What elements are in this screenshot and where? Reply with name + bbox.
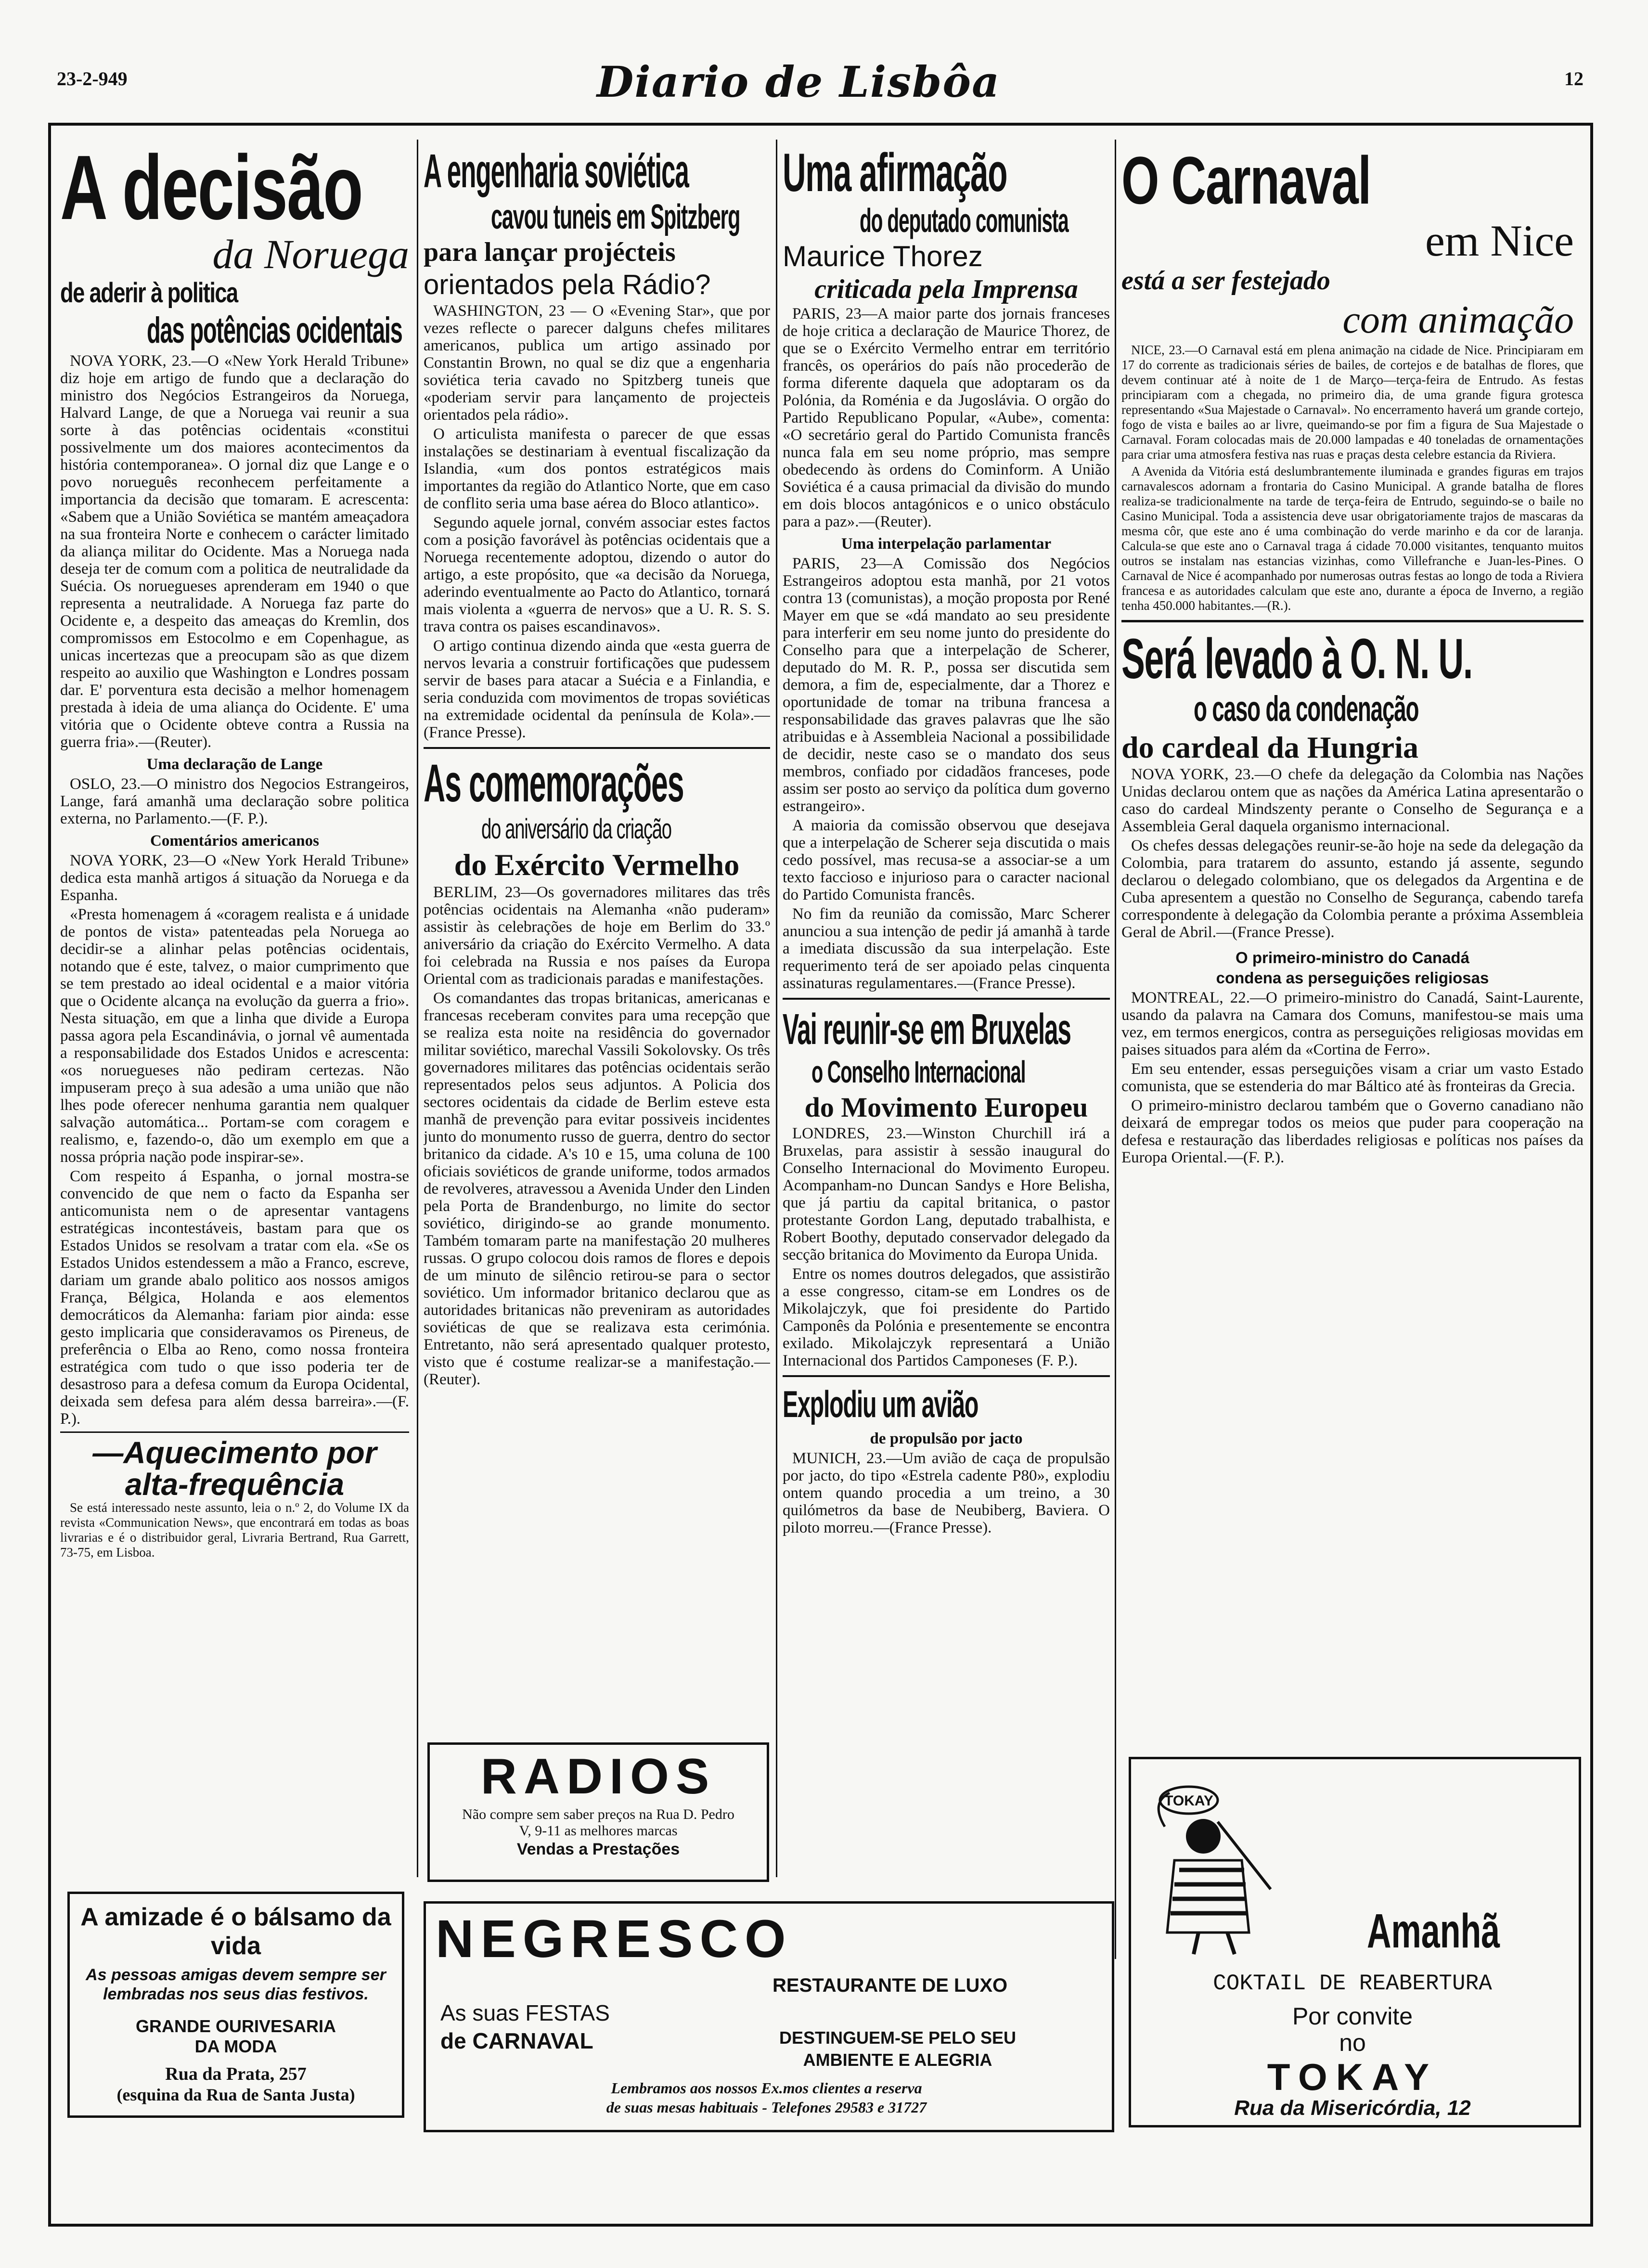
subhead-lange: Uma declaração de Lange	[146, 756, 323, 773]
headline-norway-4: das potências ocidentais	[147, 310, 402, 351]
headline-norway-3: de aderir à politica	[60, 277, 238, 309]
separator	[783, 998, 1110, 1000]
headline-spitzberg-4: orientados pela Rádio?	[424, 269, 711, 300]
article-red-army-body-2: Os comandantes das tropas britanicas, americanas e francesas receberam convites para uma recepção que se realiza esta noite na residência do governador militar soviético, marechal Vassili Sokolovsky. Os três governadores militares das potências ocidentais serão representados pelos seus adjuntos. A Policia dos sectores ocidentais da cidade de Berlim esteve esta manhã de prevenção para evitar possiveis incidentes junto do monumento russo de guerra, dentro do sector britanico da cidade. A's 10 e 15, uma coluna de 100 oficiais soviéticos de grande uniforme, todos armados de revolveres, atravessou a Avenida Under den Linden pela Porta de Brandenburgo, no limite do sector soviético, dirigindo-se ao grande monumento. Também tomaram parte na manifestação 20 mulheres russas. O grupo colocou dois ramos de flores e depois de um minuto de silêncio retirou-se para o sector soviético. Um informador britanico declarou que as autoridades britanicas não preveniram as autoridades soviéticas de que se realizava esta cerimónia. Entretanto, não será apresentado qualquer protesto, visto que é costume realizar-se a manifestação.—(Reuter).	[424, 990, 770, 1388]
ad-negresco-line-2: de CARNAVAL	[440, 2028, 593, 2053]
ad-negresco-line-1: As suas FESTAS	[440, 2000, 610, 2025]
article-norway-body-3: NOVA YORK, 23—O «New York Herald Tribune» dedica esta manhã artigos á situação da Noruega e da Espanha.	[60, 852, 409, 904]
ad-radios-body: Não compre sem saber preços na Rua D. Pedro V, 9-11 as melhores marcas	[462, 1806, 734, 1839]
page-number: 12	[1564, 68, 1584, 90]
article-thorez-body-2: PARIS, 23—A Comissão dos Negócios Estrangeiros adoptou esta manhã, por 21 votos contra 13 (comunistas), a moção proposta por René Mayer em que se «dá mandato ao seu presidente para interferir em seu nome junto do presidente do Conselho para que a interpelação de Scherer, deputado do M. R. P., possa ser discutida sem demora, a fim de, especialmente, dar a Thorez e oportunidade de tomar na tribuna francesa a responsabilidade das graves palavras que lhe são atribuidas e à Assembleia Nacional a possibilidade de decidir, neste caso se o mandato dos seus membros, confiado por cidadãos franceses, pode assim ser posto ao serviço da política dum governo estrangeiro».	[783, 555, 1110, 815]
article-spitzberg-body-4: O artigo continua dizendo ainda que «esta guerra de nervos levaria a construir fortificações que pudessem servir de bases para atacar a Suécia e a Finlandia, e seria conduzida com movimentos de tropas soviéticas na extremidade ocidental da península de Kola».—(France Presse).	[424, 637, 770, 741]
page-frame-bottom	[48, 2224, 1593, 2227]
subhead-american-comments: Comentários americanos	[150, 832, 319, 850]
ad-negresco-footer-2: de suas mesas habituais - Telefones 29583 e 31727	[606, 2099, 927, 2116]
headline-onu-3: do cardeal da Hungria	[1121, 730, 1418, 764]
headline-nice-2: em Nice	[1425, 216, 1574, 265]
headline-thorez-2: do deputado comunista	[860, 202, 1069, 239]
ad-negresco-footer-1: Lembramos aos nossos Ex.mos clientes a reserva	[611, 2079, 922, 2097]
column-divider-2	[776, 140, 777, 1877]
issue-date: 23-2-949	[57, 68, 128, 90]
article-aviao-body: MUNICH, 23.—Um avião de caça de propulsão por jacto, do tipo «Estrela cadente P80», explodiu ontem quando procedia a um treino, a 30 quilómetros da base de Neubiberg, Baviera. O piloto morreu.—(France Presse).	[783, 1450, 1110, 1536]
headline-bruxelas-1: Vai reunir-se em Bruxelas	[783, 1005, 1071, 1054]
subhead-canada-1: O primeiro-ministro do Canadá	[1236, 949, 1469, 966]
headline-onu-2: o caso da condenação	[1194, 689, 1419, 729]
column-thorez	[783, 144, 1110, 1896]
article-thorez-body-1: PARIS, 23—A maior parte dos jornais franceses de hoje critica a declaração de Maurice Thorez, de que se o Exército Vermelho entrar em território francês, os operários do país não procederão de forma diferente daquela que adoptaram os da Polónia, da Roménia e da Jugoslávia. O orgão do Partido Republicano Popular, «Aube», comenta: «O secretário geral do Partido Comunista francês nunca fala em seu nome próprio, mas sempre obedecendo às ordens do Cominform. A União Soviética é a causa primacial da divisão do mundo em dois blocos antagónicos e o unico obstáculo para a paz».—(Reuter).	[783, 305, 1110, 530]
article-bruxelas-body-2: Entre os nomes doutros delegados, que assistirão a esse congresso, citam-se em Londres os de Mikolajczyk, que foi presidente do Partido Camponês da Polónia e presentemente se encontra exilado. Mikolajczyk representará a União Internacional dos Partidos Camponeses (F. P.).	[783, 1265, 1110, 1369]
article-spitzberg-body-2: O articulista manifesta o parecer de que essas instalações se destinariam à eventual fiscalização da Islandia, «um dos pontos estratégicos mais importantes da região do Atlantico Norte, que em caso de conflito seria uma base aérea do Bloco atlantico».	[424, 425, 770, 512]
ad-amizade-address-1: Rua da Prata, 257	[165, 2064, 307, 2084]
headline-bruxelas-2: o Conselho Internacional	[811, 1055, 1026, 1089]
separator	[424, 747, 770, 749]
ad-heating-body: Se está interessado neste assunto, leia o n.º 2, do Volume IX da revista «Communication News», que encontrará em todas as boas livrarias e é o distribuidor geral, Livraria Bertrand, Rua Garrett, 73-75, em Lisboa.	[60, 1500, 409, 1559]
ad-negresco-line-3: DESTINGUEM-SE PELO SEU	[779, 2028, 1017, 2048]
ad-amizade-address-2: (esquina da Rua de Santa Justa)	[116, 2085, 355, 2104]
page-frame-left	[48, 123, 51, 2226]
article-norway-body-1: NOVA YORK, 23.—O «New York Herald Tribune» diz hoje em artigo de fundo que a declaração do ministro dos Negócios Estrangeiros da Noruega, Halvard Lange, de que a Noruega vai reunir a sua sorte à das potências ocidentais «constitui possivelmente um dos maiores acontecimentos da história contemporanea». O jornal diz que Lange e o povo norueguês reconhecem perfeitamente a importancia da decisão que tomaram. E acrescenta: «Sabem que a União Soviética se mantém ameaçadora na sua fronteira Norte e conhecem o carácter limitado da aliança militar do Ocidente. Mas a Noruega nada deseja ter de comum com a politica de neutralidade da Suécia. Os noruegueses aprenderam em 1940 o que representa a neutralidade. A Noruega faz parte do Ocidente e, a despeito das ameaças do Kremlin, dos compromissos em Estocolmo e em Copenhague, as unicas incertezas que a preocupam são as que dizem respeito ao auxilio que Washington e Londres possam dar. E' porventura esta decisão a melhor homenagem prestada à ideia de uma aliança do Ocidente. E' uma vitória que o Ocidente obteve contra a Russia na guerra fria».—(Reuter).	[60, 352, 409, 751]
article-norway-body-5: Com respeito á Espanha, o jornal mostra-se convencido de que nem o facto da Espanha ser anticomunista nem o de apresentar vantagens estratégicas incontestáveis, bastam para que os Estados Unidos se resolvam a tratar com ela. «Se os Estados Unidos estendessem a mão a Franco, escreve, dariam um grande abalo politico aos nossos amigos França, Bélgica, Holanda e aos elementos democráticos da Alemanha: fariam pior ainda: esse gesto implicaria que consideravamos os Pireneus, de preferência o Elba ao Reno, como nossa fronteira estratégica com tudo o que isso poderia ter de desastroso para a defesa comum da Europa Ocidental, deixada sem defesa para além dessa barreira».—(F. P.).	[60, 1168, 409, 1428]
ad-tokay-line-2: Por convite	[1292, 2003, 1413, 2030]
subhead-interpelacao: Uma interpelação parlamentar	[841, 535, 1052, 553]
article-spitzberg-body-1: WASHINGTON, 23 — O «Evening Star», que por vezes reflecte o parecer dalguns chefes militares americanos, publica um artigo assinado por Constantin Brown, no qual se diz que a engenharia soviética teria cavado no Spitzberg tuneis que «poderiam servir para lançamento de projecteis orientados pela rádio».	[424, 302, 770, 424]
newspaper-masthead: Diario de Lisbôa	[597, 57, 1001, 107]
article-norway-body-4: «Presta homenagem á «coragem realista e á unidade de pontos de vista» patenteadas pela Noruega ao decidir-se a alinhar pelas potências ocidentais, notando que é este, talvez, o maior cumprimento que se tem prestado ao ideal ocidental e a maior vitória que o Ocidente alcança na evolução da guerra a frio». Nesta situação, em que a linha que divide a Europa passa agora pela Escandinávia, o jornal vê aumentada a responsabilidade dos Estados Unidos e acrescenta: «os noruegueses não pediram certezas. Não impuseram preço à sua adesão a uma união que não lhes pode oferecer nenhuma garantia nem qualquer salvação automática... Portam-se com coragem e realismo, e, fazendo-o, dão um exemplo em que a nossa própria nação pode inspirar-se».	[60, 906, 409, 1166]
masthead-rule	[48, 123, 1593, 126]
headline-thorez-4: criticada pela Imprensa	[814, 274, 1078, 304]
ad-heating-title-1: —Aquecimento por	[92, 1435, 377, 1470]
tokay-badge: TOKAY	[1164, 1793, 1213, 1809]
headline-aviao-1: Explodiu um avião	[783, 1383, 978, 1425]
ad-tokay-line-3: no	[1339, 2029, 1366, 2056]
column-divider-1	[417, 140, 418, 1877]
article-bruxelas-body-1: LONDRES, 23.—Winston Churchill irá a Bruxelas, para assistir à sessão inaugural do Conselho Internacional do Movimento Europeu. Acompanham-no Duncan Sandys e Hore Belisha, que já partiu da capital britanica, o pastor protestante Gordon Lang, deputado trabalhista, e Robert Boothy, deputado conservador delegado da secção britanica do Movimento da Europa Unida.	[783, 1125, 1110, 1263]
ad-radios-footer: Vendas a Prestações	[516, 1840, 680, 1858]
page-frame-right	[1590, 123, 1593, 2226]
ad-negresco-title: NEGRESCO	[436, 1909, 793, 1969]
article-spitzberg-body-3: Segundo aquele jornal, convém associar estes factos com a posição favorável às potências ocidentais que a Noruega recentemente adoptou, dizendo o autor do artigo, a este propósito, que «a decisão da Noruega, aderindo eventualmente ao Pacto do Atlantico, tornará mais violenta a «guerra de nervos» que a U. R. S. S. trava contra os paises escandinavos».	[424, 514, 770, 635]
article-thorez-body-4: No fim da reunião da comissão, Marc Scherer anunciou a sua intenção de pedir já amanhã à tarde a imediata discussão da sua interpelação. Este requerimento terá de ser apoiado pelas cinquenta assinaturas regulamentares.—(France Presse).	[783, 905, 1110, 992]
headline-red-army-3: do Exército Vermelho	[454, 848, 740, 882]
column-spitzberg	[424, 144, 770, 1747]
ad-negresco-subtitle: RESTAURANTE DE LUXO	[772, 1975, 1008, 1996]
ad-tokay-address: Rua da Misericórdia, 12	[1234, 2096, 1471, 2120]
separator	[60, 1431, 409, 1433]
ad-amizade-title: A amizade é o bálsamo da vida	[80, 1903, 391, 1960]
article-thorez-body-3: A maioria da comissão observou que desejava que a interpelação de Scherer seja discutida o mais cedo possível, mas recusa-se a associar-se a um texto faccioso e injurioso para o caracter nacional do Partido Comunista francês.	[783, 817, 1110, 903]
ad-negresco	[424, 1901, 1114, 2132]
ad-negresco-line-4: AMBIENTE E ALEGRIA	[803, 2050, 992, 2070]
ad-amizade-body: As pessoas amigas devem sempre ser lembradas nos seus dias festivos.	[86, 1966, 386, 2003]
ad-tokay-line-1: COKTAIL DE REABERTURA	[1213, 1971, 1492, 1996]
ad-amizade-shop-1: GRANDE OURIVESARIA	[135, 2016, 336, 2036]
article-onu-body-1: NOVA YORK, 23.—O chefe da delegação da Colombia nas Nações Unidas declarou ontem que as nações da América Latina apresentarão o caso do cardeal Mindszenty perante o Conselho de Segurança e a Assembleia Geral daquela organismo internacional.	[1121, 766, 1584, 835]
article-nice-body-2: A Avenida da Vitória está deslumbrantemente iluminada e grandes figuras em trajos carnavalescos adornam a frontaria do Casino Municipal. A grande batalha de flores realiza-se tradicionalmente na tarde de terça-feira de Entrudo, seguindo-se o baile no Casino Municipal. Toda a assistencia deve usar obrigatoriamente trajos de mascaras da mesma côr, que este ano é uma combinação do verde marinho e da cor de laranja. Calcula-se que este ano o Carnaval traga á cidade 70.000 visitantes, tenquanto muitos outros se instalam nas estancias vizinhas, como Villefranche e Juan-les-Pines. O Carnaval de Nice é acompanhado por numerosas outras festas ao longo de toda a Riviera francesa e as autoridades calculam que este ano, durante a época de Inverno, a região tenha 450.000 habitantes.—(R.).	[1121, 464, 1584, 613]
article-onu-body-2: Os chefes dessas delegações reunir-se-ão hoje na sede da delegação da Colombia, para tratarem do assunto, estando já assente, segundo declarou o delegado colombiano, que os delegados da Argentina e de Cuba apresentem a questão no Conselho de Segurança, cabendo tarefa correspondente à delegação da Colombia perante a próxima Assembleia Geral de Abril.—(France Presse).	[1121, 837, 1584, 941]
article-canada-body-3: O primeiro-ministro declarou também que o Governo canadiano não deixará de empregar todos os meios que puder para cooperação na defesa e restauração das liberdades religiosas e políticas nos países da Europa Oriental.—(F. P.).	[1121, 1097, 1584, 1166]
headline-spitzberg-1: A engenharia soviética	[424, 144, 689, 197]
separator	[1121, 620, 1584, 622]
ad-radios-title: RADIOS	[480, 1749, 716, 1804]
ad-heating-title-2: alta-frequência	[125, 1467, 345, 1502]
headline-bruxelas-3: do Movimento Europeu	[804, 1092, 1088, 1123]
article-canada-body-2: Em seu entender, essas perseguições visam a criar um vasto Estado comunista, que se estenderia do mar Báltico até às fronteiras da Grecia.	[1121, 1060, 1584, 1095]
ad-tokay-name: TOKAY	[1267, 2056, 1438, 2098]
subhead-canada-2: condena as perseguições religiosas	[1216, 969, 1489, 987]
article-canada-body-1: MONTREAL, 22.—O primeiro-ministro do Canadá, Saint-Laurente, usando da palavra na Camara dos Comuns, manifestou-se mais uma vez, em termos energicos, contra as perseguições religiosas movidas em paises situados para além da «Cortina de Ferro».	[1121, 989, 1584, 1058]
ad-tokay	[1129, 1757, 1581, 2127]
column-nice	[1121, 144, 1584, 1738]
article-nice-body-1: NICE, 23.—O Carnaval está em plena animação na cidade de Nice. Principiaram em 17 do corrente as tradicionais séries de bailes, de cortejos e de batalhas de flores, que devem continuar até à noite de 1 de Março—terça-feira de Entrudo. As festas principiaram com a chegada, no primeiro dia, de uma grande figura grotesca representando «Sua Majestade o Carnaval». No encerramento haverá um grande cortejo, fogo de vista e bailes ao ar livre, queimando-se por fim a figura de Sua Majestade o Carnaval. Foram colocadas mais de 20.000 lampadas e 40 toneladas de ornamentações para criar uma atmosfera festiva nas ruas e praças desta celebre estancia da Riviera.	[1121, 343, 1584, 462]
headline-thorez-3: Maurice Thorez	[783, 240, 983, 272]
separator	[783, 1375, 1110, 1377]
headline-spitzberg-2: cavou tuneis em Spitzberg	[491, 198, 740, 236]
tokay-harlequin-illustration	[1146, 1774, 1290, 1957]
headline-nice-3: está a ser festejado	[1121, 266, 1330, 296]
headline-norway-2: da Noruega	[212, 231, 409, 277]
ad-amizade-shop-2: DA MODA	[194, 2036, 277, 2056]
ad-amizade	[67, 1892, 404, 2118]
ad-radios	[427, 1742, 769, 1882]
headline-nice-4: com animação	[1342, 297, 1574, 341]
headline-red-army-1: As comemorações	[424, 754, 684, 813]
article-norway-body-2: OSLO, 23.—O ministro dos Negocios Estrangeiros, Lange, fará amanhã uma declaração sobre politica externa, no Parlamento.—(F. P.).	[60, 775, 409, 827]
column-norway	[60, 144, 409, 2012]
column-divider-3	[1115, 140, 1116, 1959]
headline-norway-1: A decisão	[60, 144, 363, 239]
headline-red-army-2: do aniversário da criação	[481, 813, 671, 845]
ad-tokay-title: Amanhã	[1367, 1904, 1500, 1958]
headline-spitzberg-3: para lançar projécteis	[424, 237, 676, 267]
headline-thorez-1: Uma afirmação	[783, 144, 1007, 203]
headline-onu-1: Será levado à O. N. U.	[1121, 627, 1473, 691]
headline-aviao-2: de propulsão por jacto	[870, 1430, 1023, 1447]
headline-nice-1: O Carnaval	[1121, 144, 1371, 218]
article-red-army-body-1: BERLIM, 23—Os governadores militares das três potências ocidentais na Alemanha «não puderam» assistir às celebrações de hoje em Berlim do 33.º aniversário da criação do Exército Vermelho. A data foi celebrada na Russia e nos países da Europa Oriental com as tradicionais paradas e manifestações.	[424, 884, 770, 988]
